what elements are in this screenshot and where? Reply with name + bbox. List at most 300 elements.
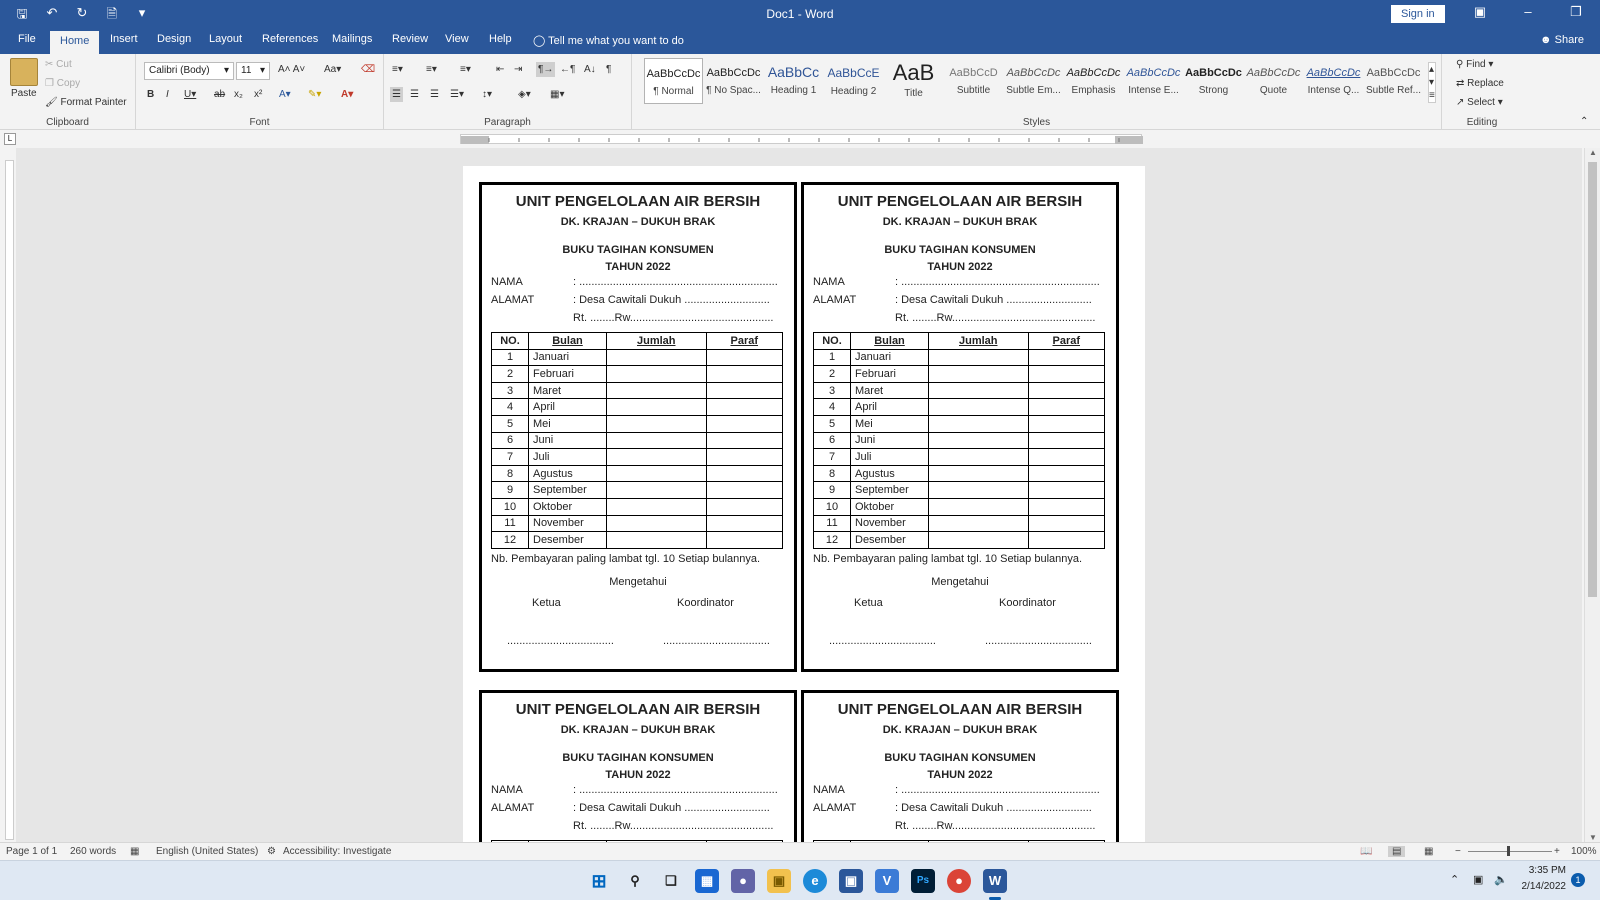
scroll-down-icon[interactable]: ▼: [1589, 833, 1597, 842]
row-number: 12: [814, 532, 851, 549]
row-jumlah[interactable]: [607, 382, 707, 399]
rt-value: Rt. ........Rw...............................................: [895, 312, 1096, 324]
style-name: Intense Q...: [1307, 85, 1360, 96]
style-sample: AaBbCcD: [949, 67, 998, 79]
tell-me-label: Tell me what you want to do: [548, 35, 684, 47]
bill-card: [801, 182, 1119, 672]
row-jumlah[interactable]: [929, 415, 1029, 432]
row-number: 11: [814, 515, 851, 532]
clock-date[interactable]: 2/14/2022: [1521, 881, 1566, 892]
web-layout-icon[interactable]: ▦: [1424, 846, 1434, 857]
vertical-ruler[interactable]: [5, 160, 14, 840]
card-subtitle: DK. KRAJAN – DUKUH BRAK: [560, 216, 716, 228]
volume-icon[interactable]: 🔈: [1494, 874, 1508, 886]
tab-references[interactable]: References: [262, 33, 319, 45]
align-right-icon[interactable]: ☰: [430, 89, 439, 100]
row-jumlah[interactable]: [607, 366, 707, 383]
find-button[interactable]: ⚲ Find ▾: [1456, 59, 1494, 70]
ltr-icon[interactable]: ¶→: [538, 64, 554, 75]
language-status[interactable]: English (United States): [156, 846, 259, 857]
window-title: Doc1 - Word: [766, 7, 834, 21]
scroll-thumb[interactable]: [1588, 162, 1597, 597]
grow-shrink-font[interactable]: [278, 64, 305, 75]
row-month: Februari: [529, 366, 607, 383]
cut-button[interactable]: [45, 59, 72, 70]
tray-chevron-icon[interactable]: ⌃: [1450, 874, 1460, 886]
table-row: [814, 432, 1105, 449]
row-jumlah[interactable]: [929, 366, 1029, 383]
row-paraf[interactable]: [1028, 482, 1105, 499]
signature-roles: [482, 597, 794, 615]
row-number: 9: [814, 482, 851, 499]
row-jumlah[interactable]: [607, 465, 707, 482]
card-title: UNIT PENGELOLAAN AIR BERSIH: [837, 193, 1083, 210]
header-jumlah: Jumlah: [607, 333, 707, 350]
tab-selector-icon[interactable]: L: [4, 133, 16, 145]
table-row: [492, 465, 783, 482]
nama-label: NAMA: [491, 276, 523, 288]
row-paraf[interactable]: [1028, 366, 1105, 383]
font-size-select[interactable]: [236, 62, 270, 80]
line-spacing-icon[interactable]: ↕▾: [482, 89, 493, 100]
koordinator-signature-line: ...................................: [663, 634, 770, 647]
row-paraf[interactable]: [1028, 532, 1105, 549]
word-count[interactable]: 260 words: [70, 846, 117, 857]
row-jumlah[interactable]: [929, 465, 1029, 482]
zoom-in-icon[interactable]: +: [1554, 846, 1560, 857]
notification-badge[interactable]: 1: [1571, 873, 1585, 887]
signature-lines: [804, 635, 1116, 659]
document-page[interactable]: [463, 166, 1145, 842]
style-name: Subtle Em...: [1006, 85, 1061, 96]
paragraph-group-label: Paragraph: [484, 117, 531, 128]
style-no-spacing[interactable]: [704, 58, 763, 104]
decrease-indent-icon[interactable]: ⇤: [496, 64, 505, 75]
row-paraf[interactable]: [1028, 515, 1105, 532]
style-sample: AaBbCcDc: [1126, 67, 1181, 79]
row-paraf[interactable]: [1028, 349, 1105, 366]
cursor-icon: ↗: [1456, 97, 1465, 108]
align-center-icon[interactable]: ☰: [410, 89, 419, 100]
style-name: ¶ Normal: [653, 86, 694, 97]
search-icon: ⚲: [1456, 59, 1464, 70]
style-normal[interactable]: [644, 58, 703, 104]
row-jumlah[interactable]: [929, 482, 1029, 499]
windows-start-icon[interactable]: ⊞: [591, 871, 607, 891]
copy-button[interactable]: [45, 78, 80, 89]
row-month: April: [529, 399, 607, 416]
find-label: Find: [1466, 59, 1486, 70]
font-name-select[interactable]: [144, 62, 234, 80]
rt-row: [491, 309, 794, 327]
ribbon: [0, 54, 1600, 130]
row-number: 3: [814, 382, 851, 399]
minimize-icon[interactable]: –: [1524, 4, 1532, 19]
rt-row: [813, 309, 1116, 327]
replace-button[interactable]: [1456, 78, 1504, 89]
page-count[interactable]: Page 1 of 1: [6, 846, 58, 857]
table-header: [814, 333, 1105, 350]
tab-review[interactable]: Review: [392, 33, 429, 45]
row-paraf[interactable]: [1028, 415, 1105, 432]
row-paraf[interactable]: [706, 349, 783, 366]
row-number: 5: [492, 415, 529, 432]
cut-label: Cut: [56, 59, 72, 70]
card-title: UNIT PENGELOLAAN AIR BERSIH: [515, 701, 761, 718]
chat-icon[interactable]: ●: [731, 869, 755, 893]
row-jumlah[interactable]: [607, 482, 707, 499]
tell-me-search[interactable]: [533, 34, 684, 47]
row-number: 8: [814, 465, 851, 482]
row-month: Januari: [529, 349, 607, 366]
vector-app-icon[interactable]: V: [875, 869, 899, 893]
style-name: Strong: [1198, 85, 1229, 96]
style-strong[interactable]: [1184, 58, 1243, 104]
nama-label: NAMA: [813, 276, 845, 288]
row-jumlah[interactable]: [929, 349, 1029, 366]
select-button[interactable]: ↗ Select ▾: [1456, 97, 1503, 108]
rt-value: Rt. ........Rw...............................................: [573, 820, 774, 832]
row-jumlah[interactable]: [929, 498, 1029, 515]
table-row: [814, 366, 1105, 383]
sign-in-button[interactable]: Sign in: [1391, 5, 1445, 23]
table-row: [814, 382, 1105, 399]
maximize-icon[interactable]: ❐: [1570, 4, 1582, 19]
style-name: Heading 2: [830, 86, 877, 97]
ketua-signature-line: ...................................: [507, 634, 614, 647]
shading-icon[interactable]: ◈▾: [518, 89, 531, 100]
window-controls: [1456, 4, 1600, 20]
row-jumlah[interactable]: [929, 449, 1029, 466]
share-button[interactable]: [1540, 34, 1584, 46]
table-row: [814, 498, 1105, 515]
tab-home[interactable]: Home: [50, 31, 99, 54]
row-month: Mei: [529, 415, 607, 432]
horizontal-ruler[interactable]: [460, 134, 1142, 144]
table-row: [492, 349, 783, 366]
style-name: Subtitle: [956, 85, 991, 96]
nama-row: [813, 273, 1116, 291]
row-paraf[interactable]: [1028, 432, 1105, 449]
row-number: 4: [814, 399, 851, 416]
card-subtitle: DK. KRAJAN – DUKUH BRAK: [882, 724, 1038, 736]
row-paraf[interactable]: [706, 515, 783, 532]
row-jumlah[interactable]: [929, 399, 1029, 416]
word-app-icon[interactable]: W: [983, 869, 1007, 893]
photoshop-icon[interactable]: Ps: [911, 869, 935, 893]
row-number: 10: [814, 498, 851, 515]
style-intense-emphasis[interactable]: [1124, 58, 1183, 104]
chevron-down-icon: ▾: [259, 65, 265, 76]
alamat-value: : Desa Cawitali Dukuh ............................: [895, 802, 1092, 814]
row-paraf[interactable]: [706, 366, 783, 383]
underline-icon[interactable]: U▾: [184, 89, 197, 100]
tab-insert[interactable]: Insert: [110, 33, 138, 45]
row-month: Agustus: [529, 465, 607, 482]
header-bulan: Bulan: [851, 333, 929, 350]
tab-help[interactable]: Help: [489, 33, 512, 45]
table-row: [814, 449, 1105, 466]
ribbon-display-icon[interactable]: ▣: [1473, 4, 1487, 19]
row-paraf[interactable]: [706, 482, 783, 499]
row-paraf[interactable]: [706, 432, 783, 449]
row-month: Januari: [851, 349, 929, 366]
table-row: [492, 515, 783, 532]
style-subtle-emphasis[interactable]: [1004, 58, 1063, 104]
table-row: [492, 399, 783, 416]
search-icon[interactable]: ⚲: [630, 873, 640, 888]
style-title[interactable]: [884, 58, 943, 104]
mengetahui-label: Mengetahui: [931, 575, 989, 588]
row-paraf[interactable]: [706, 532, 783, 549]
zoom-out-icon[interactable]: −: [1455, 846, 1461, 857]
paste-icon[interactable]: [10, 58, 38, 86]
accessibility-icon: ⚙: [267, 846, 276, 857]
style-heading-1[interactable]: [764, 58, 823, 104]
read-mode-icon[interactable]: 📖: [1360, 846, 1373, 857]
row-number: 6: [814, 432, 851, 449]
nama-value: : .................................................................: [895, 784, 1100, 796]
widgets-icon[interactable]: ▦: [695, 869, 719, 893]
italic-icon[interactable]: I: [166, 89, 169, 100]
alamat-row: [813, 291, 1116, 309]
table-row: [492, 498, 783, 515]
increase-indent-icon[interactable]: ⇥: [514, 64, 523, 75]
numbering-icon[interactable]: ≡▾: [426, 64, 437, 75]
row-jumlah[interactable]: [607, 349, 707, 366]
editing-group-label: Editing: [1466, 117, 1498, 128]
multilevel-list-icon[interactable]: ≡▾: [460, 64, 471, 75]
row-number: 7: [492, 449, 529, 466]
row-jumlah[interactable]: [607, 449, 707, 466]
grow-font-icon[interactable]: A˄: [278, 64, 291, 75]
row-jumlah[interactable]: [929, 432, 1029, 449]
styles-gallery-scroll[interactable]: ▴ ▾ ≡: [1429, 64, 1435, 101]
subscript-icon[interactable]: x₂: [234, 89, 243, 100]
scissors-icon: ✂: [45, 59, 54, 70]
rt-value: Rt. ........Rw...............................................: [573, 312, 774, 324]
strikethrough-icon[interactable]: ab: [214, 89, 226, 100]
highlight-icon[interactable]: ✎▾: [308, 89, 322, 100]
row-month: Juli: [851, 449, 929, 466]
row-paraf[interactable]: [1028, 382, 1105, 399]
alamat-row: [813, 799, 1116, 817]
sort-icon[interactable]: A↓: [584, 64, 596, 75]
clear-formatting-icon[interactable]: ⌫: [361, 64, 376, 75]
font-name-value: Calibri (Body): [149, 65, 210, 76]
card-book-title: BUKU TAGIHAN KONSUMEN: [884, 752, 1036, 764]
zoom-slider-thumb[interactable]: [1507, 846, 1510, 856]
customize-toolbar-icon[interactable]: ▾: [138, 5, 146, 20]
style-sample: AaB: [892, 60, 935, 85]
row-jumlah[interactable]: [607, 399, 707, 416]
row-jumlah[interactable]: [929, 382, 1029, 399]
row-jumlah[interactable]: [607, 515, 707, 532]
row-paraf[interactable]: [706, 498, 783, 515]
undo-icon[interactable]: ↶: [46, 5, 58, 20]
koordinator-label: Koordinator: [999, 596, 1056, 609]
clipboard-group-label: Clipboard: [46, 117, 89, 128]
header-no: NO.: [814, 333, 851, 350]
row-number: 8: [492, 465, 529, 482]
table-row: [814, 532, 1105, 549]
lightbulb-icon: ◯: [533, 35, 546, 47]
row-paraf[interactable]: [706, 415, 783, 432]
superscript-icon[interactable]: x²: [254, 89, 263, 100]
card-year: TAHUN 2022: [605, 261, 671, 273]
style-name: Intense E...: [1128, 85, 1179, 96]
justify-icon[interactable]: ☰▾: [450, 89, 464, 100]
row-paraf[interactable]: [706, 465, 783, 482]
row-month: Mei: [851, 415, 929, 432]
task-view-icon[interactable]: ❏: [665, 873, 677, 888]
table-row: [492, 532, 783, 549]
proofing-icon[interactable]: ▦: [130, 846, 140, 857]
table-header: [492, 333, 783, 350]
signature-lines: [482, 635, 794, 659]
card-year: TAHUN 2022: [605, 769, 671, 781]
edge-browser-icon[interactable]: e: [803, 869, 827, 893]
style-sample: AaBbCcDc: [1066, 67, 1121, 79]
tab-view[interactable]: View: [445, 33, 469, 45]
style-quote[interactable]: [1244, 58, 1303, 104]
row-paraf[interactable]: [1028, 465, 1105, 482]
nama-row: [491, 781, 794, 799]
replace-icon: ⇄: [1456, 78, 1465, 89]
tab-layout[interactable]: Layout: [209, 33, 243, 45]
koordinator-label: Koordinator: [677, 596, 734, 609]
font-group-label: Font: [249, 117, 270, 128]
style-sample: AaBbCcDc: [1185, 67, 1242, 79]
row-month: Oktober: [851, 498, 929, 515]
table-row: [814, 399, 1105, 416]
row-paraf[interactable]: [706, 449, 783, 466]
file-explorer-icon[interactable]: ▣: [767, 869, 791, 893]
row-month: April: [851, 399, 929, 416]
zoom-level[interactable]: 100%: [1571, 846, 1597, 857]
style-sample: AaBbCcDc: [1306, 67, 1361, 79]
copy-label: Copy: [56, 78, 81, 89]
redo-icon[interactable]: ↻: [76, 5, 88, 20]
style-subtitle[interactable]: [944, 58, 1003, 104]
alamat-label: ALAMAT: [491, 294, 535, 306]
row-paraf[interactable]: [706, 382, 783, 399]
table-row: [492, 382, 783, 399]
font-color-icon[interactable]: A▾: [341, 89, 354, 100]
zoom-slider[interactable]: [1468, 851, 1552, 852]
text-effects-icon[interactable]: A▾: [279, 89, 291, 100]
row-jumlah[interactable]: [607, 498, 707, 515]
row-month: Maret: [529, 382, 607, 399]
mengetahui-label: Mengetahui: [609, 575, 667, 588]
bill-card: [479, 690, 797, 842]
alamat-value: : Desa Cawitali Dukuh ............................: [573, 294, 770, 306]
align-left-icon[interactable]: ☰: [392, 89, 401, 100]
accessibility-status[interactable]: Accessibility: Investigate: [283, 846, 392, 857]
bold-icon[interactable]: B: [147, 89, 155, 100]
row-month: November: [851, 515, 929, 532]
format-painter-button[interactable]: [45, 97, 127, 108]
person-icon: ☻: [1540, 34, 1552, 46]
show-marks-icon[interactable]: ¶: [606, 64, 612, 75]
row-paraf[interactable]: [1028, 449, 1105, 466]
row-jumlah[interactable]: [607, 532, 707, 549]
nama-label: NAMA: [491, 784, 523, 796]
save-icon[interactable]: 🖫: [16, 6, 28, 21]
tab-design[interactable]: Design: [157, 33, 192, 45]
card-title: UNIT PENGELOLAAN AIR BERSIH: [837, 701, 1083, 718]
alamat-label: ALAMAT: [491, 802, 535, 814]
row-paraf[interactable]: [706, 399, 783, 416]
row-month: Juni: [529, 432, 607, 449]
change-case-icon[interactable]: Aa▾: [324, 64, 342, 75]
style-sample: AaBbCcE: [827, 66, 880, 80]
alamat-row: [491, 291, 794, 309]
alamat-label: ALAMAT: [813, 294, 857, 306]
row-jumlah[interactable]: [607, 415, 707, 432]
row-month: Juli: [529, 449, 607, 466]
bill-card: [479, 182, 797, 672]
style-subtle-reference[interactable]: [1364, 58, 1423, 104]
row-paraf[interactable]: [1028, 498, 1105, 515]
row-paraf[interactable]: [1028, 399, 1105, 416]
style-intense-quote[interactable]: [1304, 58, 1363, 104]
rtl-icon[interactable]: ←¶: [560, 64, 576, 75]
row-jumlah[interactable]: [929, 532, 1029, 549]
nama-row: [813, 781, 1116, 799]
header-jumlah: Jumlah: [929, 333, 1029, 350]
tab-mailings[interactable]: Mailings: [332, 33, 373, 45]
table-row: [814, 515, 1105, 532]
collapse-ribbon-icon[interactable]: ⌃: [1580, 116, 1589, 127]
bullets-icon[interactable]: ≡▾: [392, 64, 403, 75]
ketua-signature-line: ...................................: [829, 634, 936, 647]
vertical-scrollbar[interactable]: [1584, 148, 1600, 842]
row-number: 1: [492, 349, 529, 366]
tab-file[interactable]: File: [18, 33, 36, 45]
nama-row: [491, 273, 794, 291]
styles-group: [632, 54, 1442, 130]
card-bottom-spacer: [804, 659, 1116, 669]
network-icon[interactable]: ▣: [1473, 874, 1484, 886]
borders-icon[interactable]: ▦▾: [550, 89, 565, 100]
taskbar: [0, 860, 1600, 900]
store-icon[interactable]: ▣: [839, 869, 863, 893]
payment-note: Nb. Pembayaran paling lambat tgl. 10 Setiap bulannya.: [813, 552, 1083, 565]
scroll-up-icon[interactable]: ▲: [1589, 148, 1597, 157]
card-book-title: BUKU TAGIHAN KONSUMEN: [562, 752, 714, 764]
chevron-down-icon: ▾: [223, 65, 229, 76]
card-book-title: BUKU TAGIHAN KONSUMEN: [562, 244, 714, 256]
style-name: Subtle Ref...: [1365, 85, 1422, 96]
new-document-icon[interactable]: 🗎: [106, 6, 118, 21]
header-paraf: Paraf: [706, 333, 783, 350]
style-emphasis[interactable]: [1064, 58, 1123, 104]
row-jumlah[interactable]: [607, 432, 707, 449]
print-layout-icon[interactable]: ▤: [1388, 846, 1405, 857]
row-number: 10: [492, 498, 529, 515]
chrome-icon[interactable]: ●: [947, 869, 971, 893]
style-name: ¶ No Spac...: [706, 85, 761, 96]
clock-time[interactable]: 3:35 PM: [1528, 865, 1566, 876]
style-heading-2[interactable]: [824, 58, 883, 104]
row-jumlah[interactable]: [929, 515, 1029, 532]
shrink-font-icon[interactable]: A˅: [292, 64, 306, 75]
replace-label: Replace: [1467, 78, 1504, 89]
row-number: 12: [492, 532, 529, 549]
paste-button[interactable]: Paste: [11, 88, 37, 99]
select-label: Select: [1467, 97, 1495, 108]
